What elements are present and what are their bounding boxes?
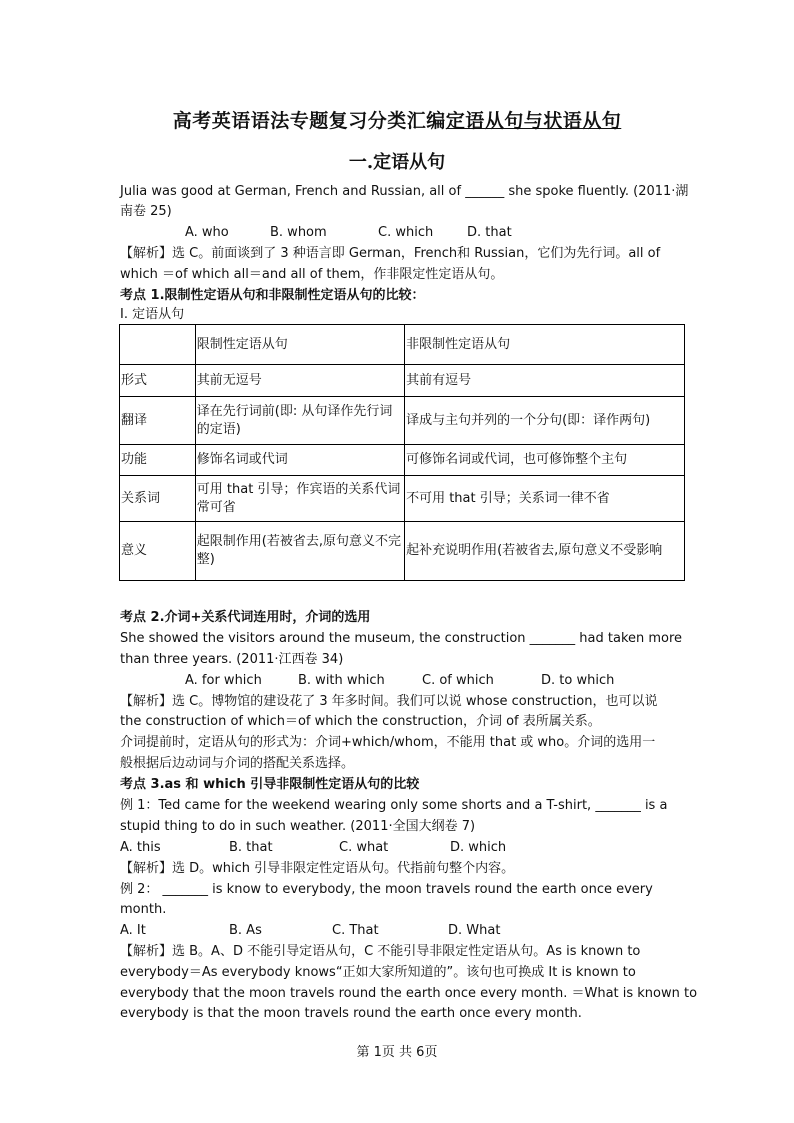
point3-ex1-stem-line: stupid thing to do in such weather. (2011·全国大纲卷 7) (120, 819, 476, 834)
point2-analysis-line: the construction of which＝of which the construction，介词 of 表所属关系。 (120, 714, 601, 729)
title-prefix: 高考英语语法专题复习分类汇编 (172, 110, 446, 132)
point3-ex2-option-c: C. That (332, 923, 379, 938)
point2-option-b: B. with which (298, 673, 385, 688)
point3-ex2-analysis-line: everybody that the moon travels round the earth once every month. ＝What is known to (120, 986, 698, 1001)
table-cell: 可用 that 引导；作宾语的关系代词常可省 (195, 476, 404, 522)
comparison-table (119, 324, 685, 581)
q1-analysis-line: 【解析】选 C。前面谈到了 3 种语言即 German，French和 Russian，它们为先行词。all of (120, 246, 661, 261)
point3-ex2-option-b: B. As (229, 923, 262, 938)
q1-analysis-line: which ＝of which all＝and all of them，作非限定性定语从句。 (120, 267, 504, 282)
table-header-cell (120, 325, 196, 365)
point2-heading: 考点 2.介词+关系代词连用时，介词的选用 (120, 610, 371, 625)
title-underlined: 定语从句与状语从句 (445, 110, 622, 132)
section-title: 一.定语从句 (348, 152, 446, 173)
table-row (120, 365, 685, 397)
table-header-cell: 非限制性定语从句 (405, 325, 685, 365)
table-cell: 其前有逗号 (405, 365, 685, 397)
point2-note-line: 介词提前时，定语从句的形式为：介词+which/whom，不能用 that 或 who。介词的选用一 (120, 735, 656, 750)
q1-option-d: D. that (467, 225, 512, 240)
point3-ex1-stem-line: 例 1：Ted came for the weekend wearing only some shorts and a T-shirt, _______ is a (120, 798, 668, 813)
point3-ex2-stem-line: month. (120, 902, 167, 917)
page-footer: 第 1页 共 6页 (356, 1045, 438, 1060)
point3-ex2-analysis-line: everybody＝As everybody knows“正如大家所知道的”。该句也可换成 It is known to (120, 965, 636, 980)
q1-option-a: A. who (185, 225, 229, 240)
point3-ex1-option-c: C. what (339, 840, 389, 855)
table-cell: 功能 (120, 445, 196, 476)
point1-subheading: Ⅰ. 定语从句 (120, 307, 185, 322)
table-cell: 翻译 (120, 397, 196, 445)
table-row (120, 445, 685, 476)
table-header-row (120, 325, 685, 365)
table-cell: 形式 (120, 365, 196, 397)
point1-heading: 考点 1.限制性定语从句和非限制性定语从句的比较： (120, 288, 425, 303)
table-header-cell: 限制性定语从句 (195, 325, 404, 365)
table-cell: 起补充说明作用(若被省去,原句意义不受影响 (405, 522, 685, 581)
point2-option-d: D. to which (541, 673, 615, 688)
point3-ex1-option-b: B. that (229, 840, 273, 855)
table-cell: 译成与主句并列的一个分句(即：译作两句) (405, 397, 685, 445)
point2-analysis-line: 【解析】选 C。博物馆的建设花了 3 年多时间。我们可以说 whose construction，也可以说 (120, 694, 658, 709)
point2-note-line: 般根据后边动词与介词的搭配关系选择。 (120, 756, 355, 771)
q1-stem-line: 南卷 25) (120, 204, 172, 219)
table-row (120, 522, 685, 581)
table-cell: 可修饰名词或代词，也可修饰整个主句 (405, 445, 685, 476)
point2-stem-line: than three years. (2011·江西卷 34) (120, 652, 344, 667)
document-title (0, 106, 794, 133)
table-cell: 意义 (120, 522, 196, 581)
point2-option-c: C. of which (422, 673, 494, 688)
point3-heading: 考点 3.as 和 which 引导非限制性定语从句的比较 (120, 777, 420, 792)
table-cell: 译在先行词前(即: 从句译作先行词的定语) (195, 397, 404, 445)
point3-ex1-analysis: 【解析】选 D。which 引导非限定性定语从句。代指前句整个内容。 (120, 861, 515, 876)
table-row (120, 397, 685, 445)
point3-ex1-option-d: D. which (450, 840, 507, 855)
point2-option-a: A. for which (185, 673, 262, 688)
table-cell: 起限制作用(若被省去,原句意义不完整) (195, 522, 404, 581)
table-cell: 不可用 that 引导；关系词一律不省 (405, 476, 685, 522)
table-cell: 其前无逗号 (195, 365, 404, 397)
q1-option-b: B. whom (270, 225, 327, 240)
point2-stem-line: She showed the visitors around the museum, the construction _______ had taken more (120, 631, 683, 646)
q1-option-c: C. which (378, 225, 434, 240)
point3-ex2-analysis-line: 【解析】选 B。A、D 不能引导定语从句，C 不能引导非限定性定语从句。As is known to (120, 944, 641, 959)
q1-stem-line: Julia was good at German, French and Russian, all of ______ she spoke fluently. (2011·湖 (120, 184, 689, 199)
point3-ex2-stem-line: 例 2： _______ is know to everybody, the moon travels round the earth once every (120, 882, 653, 897)
point3-ex2-option-d: D. What (448, 923, 501, 938)
table-cell: 修饰名词或代词 (195, 445, 404, 476)
table-cell: 关系词 (120, 476, 196, 522)
point3-ex1-option-a: A. this (120, 840, 161, 855)
point3-ex2-analysis-line: everybody is that the moon travels round the earth once every month. (120, 1006, 582, 1021)
point3-ex2-option-a: A. It (120, 923, 146, 938)
table-row (120, 476, 685, 522)
